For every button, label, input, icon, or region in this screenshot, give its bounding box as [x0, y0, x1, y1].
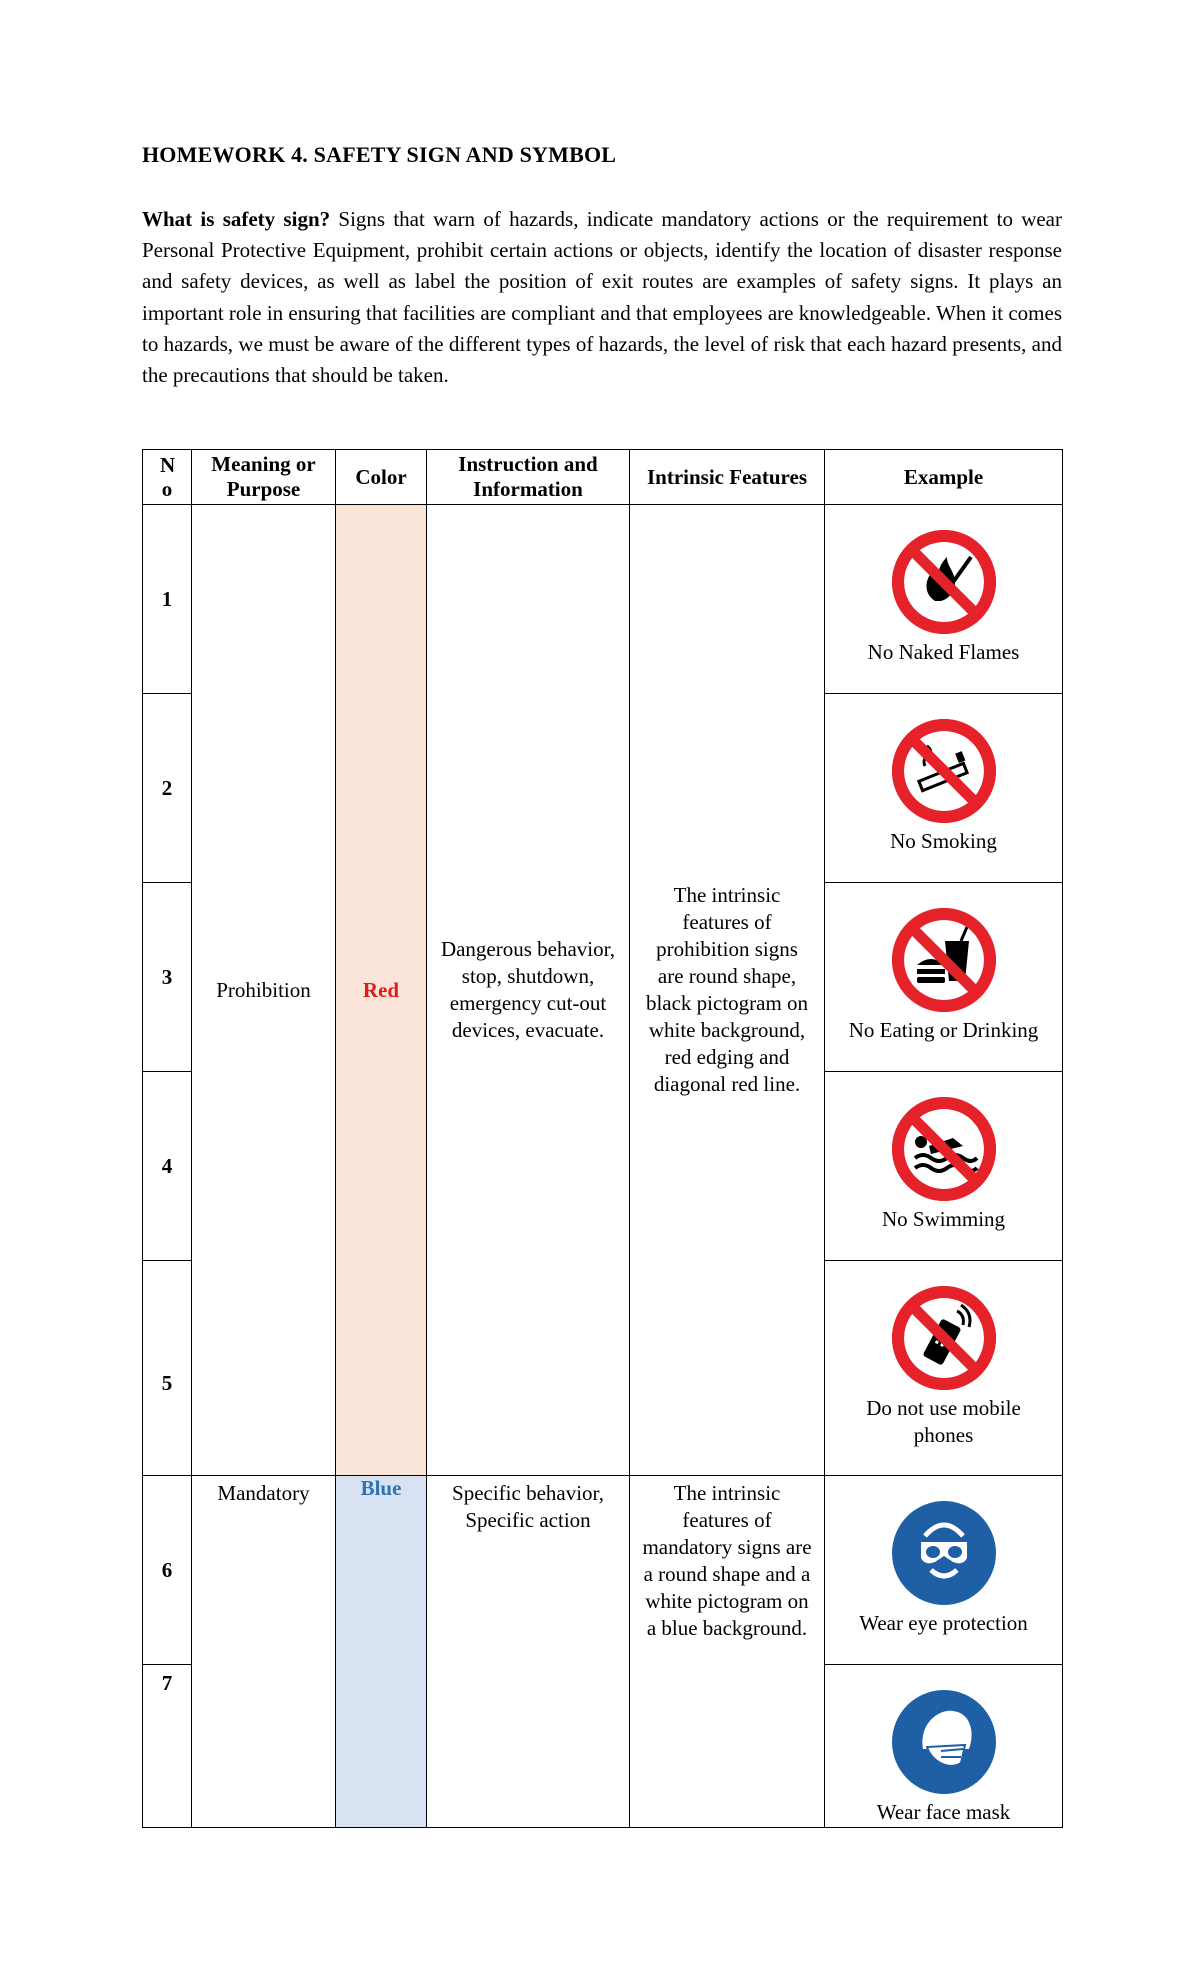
features-mandatory: The intrinsic features of mandatory signs are a round shape and a white pictogram on a blue background.: [630, 1476, 825, 1828]
header-purpose: Meaning or Purpose: [192, 450, 336, 505]
example-cell: [825, 1476, 1063, 1665]
example-label: No Eating or Drinking: [848, 1018, 1039, 1042]
intro-answer: Signs that warn of hazards, indicate mandatory actions or the requirement to wear Personal Protective Equipment, prohibit certain actions or objects, identify the location of disaster response and safety devices, as well as label the position of exit routes are examples of safety signs. It plays an important role in ensuring that facilities are compliant and that employees are knowledgeable. When it comes to hazards, we must be aware of the different types of hazards, the level of risk that each hazard presents, and the precautions that should be taken.: [142, 207, 1062, 388]
example-label: Wear face mask: [876, 1800, 1011, 1824]
safety-signs-table: [142, 449, 1063, 1828]
instruction-mandatory: Specific behavior, Specific action: [427, 1476, 630, 1828]
example-label: Do not use mobile phones: [866, 1396, 1021, 1447]
intro-question: What is safety sign?: [142, 207, 331, 231]
example-cell: [825, 1072, 1063, 1261]
row-number: 6: [143, 1476, 192, 1665]
example-cell: [825, 883, 1063, 1072]
example-cell: [825, 1665, 1063, 1828]
table-header-row: [143, 450, 1063, 505]
features-prohibition: The intrinsic features of prohibition signs are round shape, black pictogram on white background, red edging and diagonal red line.: [630, 505, 825, 1476]
example-label: No Smoking: [890, 829, 997, 853]
no-smoking-icon: [891, 718, 997, 824]
intro-paragraph: [142, 204, 1062, 391]
row-number: 2: [143, 694, 192, 883]
row-number: 3: [143, 883, 192, 1072]
table-row: [143, 1476, 1063, 1665]
row-number: 7: [143, 1665, 192, 1828]
purpose-prohibition: Prohibition: [192, 505, 336, 1476]
purpose-mandatory: Mandatory: [192, 1476, 336, 1828]
page-title: HOMEWORK 4. SAFETY SIGN AND SYMBOL: [142, 142, 617, 167]
header-no: N o: [143, 450, 192, 505]
header-color: Color: [336, 450, 427, 505]
face-mask-icon: [891, 1689, 997, 1795]
header-example: Example: [825, 450, 1063, 505]
example-cell: [825, 1261, 1063, 1476]
example-label: No Naked Flames: [867, 640, 1020, 664]
header-features: Intrinsic Features: [630, 450, 825, 505]
eye-protection-icon: [891, 1500, 997, 1606]
color-red: Red: [336, 505, 427, 1476]
row-number: 4: [143, 1072, 192, 1261]
example-label: No Swimming: [881, 1207, 1006, 1231]
table-row: [143, 505, 1063, 694]
example-cell: [825, 505, 1063, 694]
no-naked-flames-icon: [891, 529, 997, 635]
row-number: 5: [143, 1261, 192, 1476]
color-blue: Blue: [336, 1476, 427, 1828]
no-mobile-phones-icon: [891, 1285, 997, 1391]
example-label: Wear eye protection: [859, 1611, 1028, 1635]
instruction-prohibition: Dangerous behavior, stop, shutdown, emergency cut-out devices, evacuate.: [427, 505, 630, 1476]
no-swimming-icon: [891, 1096, 997, 1202]
row-number: 1: [143, 505, 192, 694]
header-instruction: Instruction and Information: [427, 450, 630, 505]
no-eating-drinking-icon: [891, 907, 997, 1013]
example-cell: [825, 694, 1063, 883]
